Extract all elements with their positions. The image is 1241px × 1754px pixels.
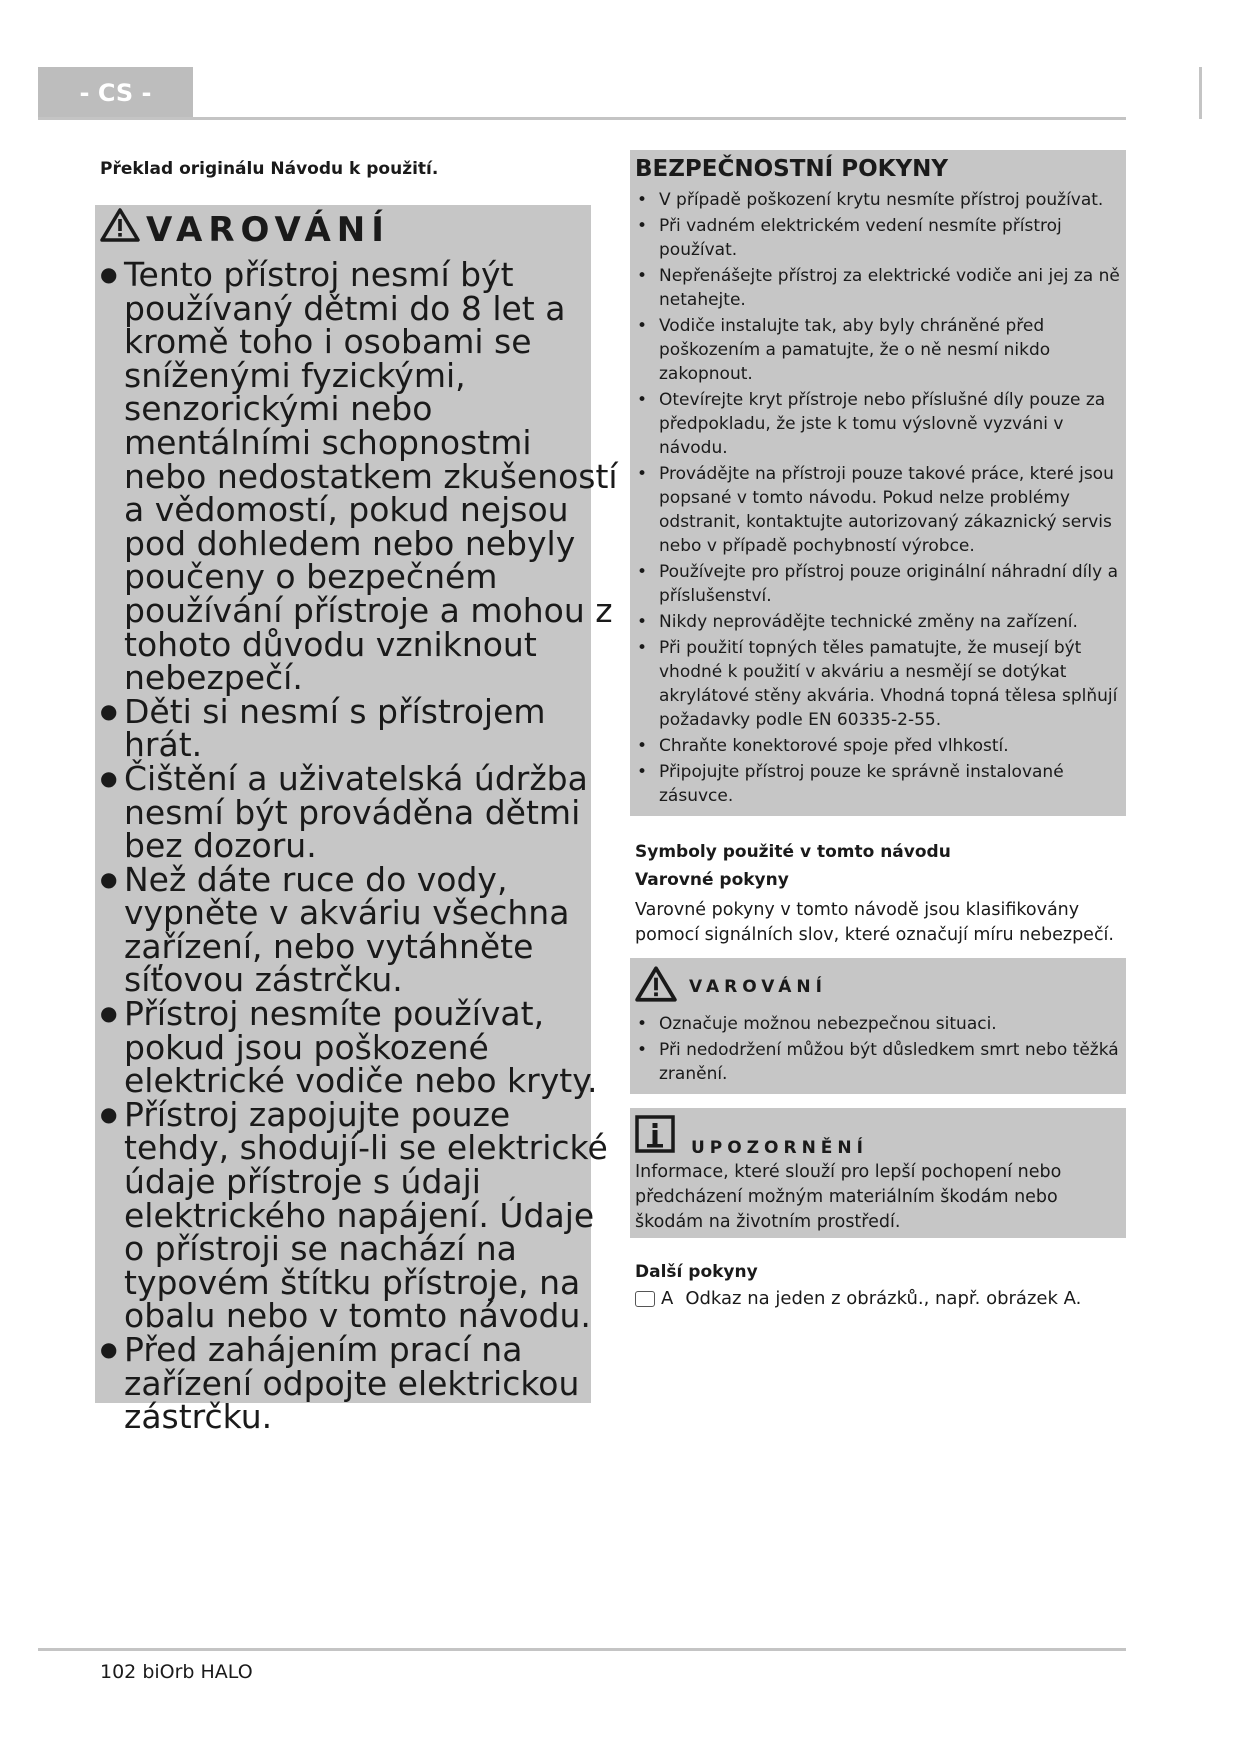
safety-list [635,188,1123,810]
warning-large-heading [100,208,390,251]
warning-triangle-icon [635,966,689,1007]
list-item: ● Přístroj zapojujte pouze tehdy, shodují-li se elektrické údaje přístroje s údaji elektrického napájení. Údaje o přístroji se nachází na typovém štítku přístroje, na obalu nebo v tomto návodu. [100,1098,620,1333]
list-item: • Připojujte přístroj pouze ke správně instalované zásuvce. [635,760,1123,808]
page-footer [100,1661,253,1683]
product-name: biOrb HALO [142,1661,253,1683]
document-subtitle: Překlad originálu Návodu k použití. [100,159,439,179]
symbols-text: Varovné pokyny v tomto návodě jsou klasifikovány pomocí signálních slov, které označují míru nebezpečí. [635,900,1114,945]
list-item: • Označuje možnou nebezpečnou situaci. [635,1012,1123,1036]
list-item: • Vodiče instalujte tak, aby byly chráněné před poškozením a pamatujte, že o ně nesmí nikdo zakopnout. [635,314,1123,386]
list-item: • Při vadném elektrickém vedení nesmíte přístroj používat. [635,214,1123,262]
notice-title: UPOZORNĚNÍ [691,1138,868,1158]
symbols-subheading: Varovné pokyny [635,870,789,890]
top-divider [38,117,1126,120]
warning-small-heading [635,966,827,1007]
figure-letter: A [661,1288,674,1309]
list-item: • Při použití topných těles pamatujte, že musejí být vhodné k použití v akváriu a nesmějí se dotýkat akrylátové stěny akvária. Vhodná topná tělesa splňují požadavky podle EN 60335-2-55. [635,636,1123,732]
list-item: ● Tento přístroj nesmí být používaný dětmi do 8 let a kromě toho i osobami se sníženými fyzickými, senzorickými nebo mentálními schopnostmi nebo nedostatkem zkušeností a vědomostí, pokud nejsou pod dohledem nebo nebyly poučeny o bezpečném používání přístroje a mohou z tohoto důvodu vzniknout nebezpečí. [100,258,620,695]
bottom-divider [38,1648,1126,1651]
figure-reference-text: Odkaz na jeden z obrázků., např. obrázek A. [685,1288,1082,1309]
edge-mark [1199,67,1202,119]
list-item: • Nikdy neprovádějte technické změny na zařízení. [635,610,1123,634]
list-item: ● Čištění a uživatelská údržba nesmí být prováděna dětmi bez dozoru. [100,762,620,863]
language-tab: - CS - [38,67,193,119]
list-item: • Provádějte na přístroji pouze takové práce, které jsou popsané v tomto návodu. Pokud nelze problémy odstranit, kontaktujte autorizovaný zákaznický servis nebo v případě pochybností výrobce. [635,462,1123,558]
warning-small-title: VAROVÁNÍ [689,976,827,997]
list-item: • Nepřenášejte přístroj za elektrické vodiče ani jej za ně netahejte. [635,264,1123,312]
list-item: • Chraňte konektorové spoje před vlhkostí. [635,734,1123,758]
notice-text: Informace, které slouží pro lepší pochopení nebo předcházení možným materiálním škodám nebo škodám na životním prostředí. [635,1162,1062,1232]
safety-title: BEZPEČNOSTNÍ POKYNY [635,156,949,182]
symbols-heading: Symboly použité v tomto návodu [635,842,951,862]
warning-large-list [100,255,620,1437]
warning-triangle-icon [100,208,146,251]
list-item: ● Děti si nesmí s přístrojem hrát. [100,695,620,762]
list-item: • Používejte pro přístroj pouze originální náhradní díly a příslušenství. [635,560,1123,608]
list-item: ● Před zahájením prací na zařízení odpojte elektrickou zástrčku. [100,1333,620,1434]
notice-heading [635,1115,868,1158]
page-number: 102 [100,1661,137,1683]
list-item: ● Přístroj nesmíte používat, pokud jsou poškozené elektrické vodiče nebo kryty. [100,997,620,1098]
info-icon [635,1115,691,1158]
list-item: • Otevírejte kryt přístroje nebo příslušné díly pouze za předpokladu, že jste k tomu výslovně vyzváni v návodu. [635,388,1123,460]
warning-small-list [635,1012,1123,1088]
warning-large-title: VAROVÁNÍ [146,209,390,250]
further-heading: Další pokyny [635,1262,758,1282]
list-item: • Při nedodržení můžou být důsledkem smrt nebo těžká zranění. [635,1038,1123,1086]
figure-box-icon [635,1291,655,1307]
figure-reference [635,1288,1081,1309]
list-item: • V případě poškození krytu nesmíte přístroj používat. [635,188,1123,212]
list-item: ● Než dáte ruce do vody, vypněte v akváriu všechna zařízení, nebo vytáhněte síťovou zástrčku. [100,863,620,997]
